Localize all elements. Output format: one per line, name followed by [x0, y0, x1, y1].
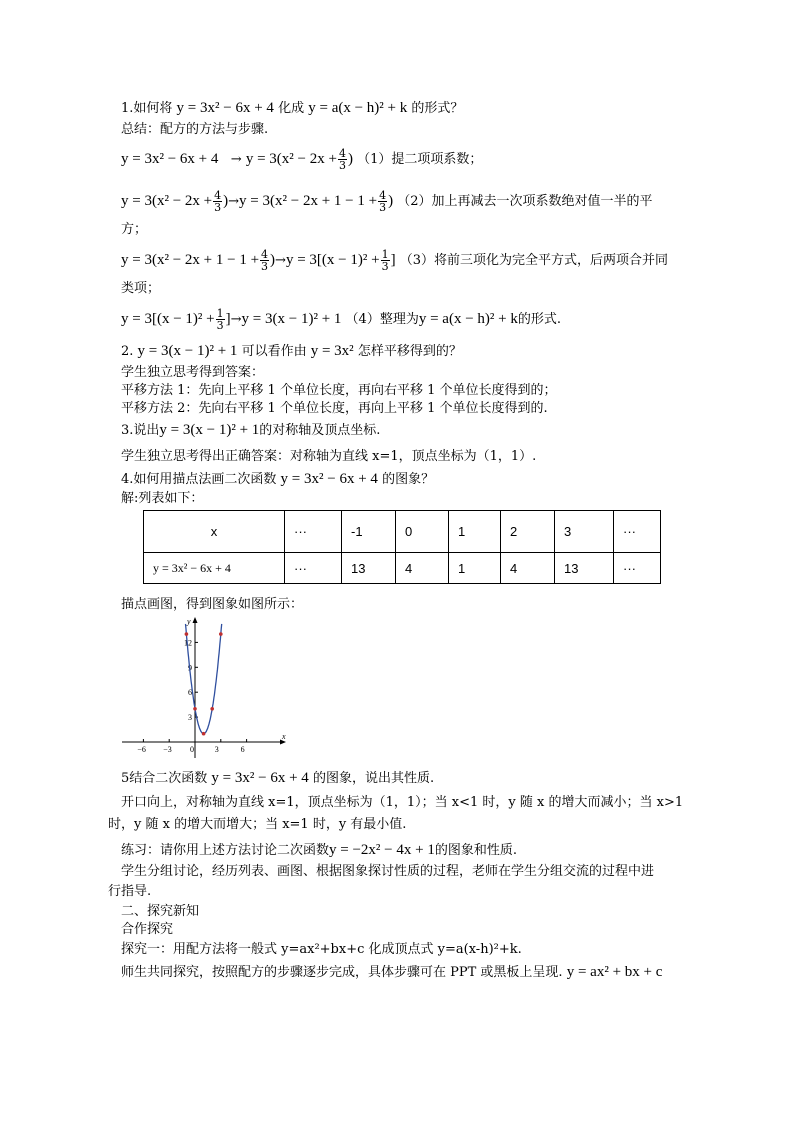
numerator: 4 [379, 189, 387, 202]
data-point [202, 732, 206, 736]
list-label: 解:列表如下： [121, 491, 204, 506]
formula: y = 3(x − 1)² + 1 [159, 422, 260, 438]
denominator: 3 [338, 159, 346, 172]
step-2-cont: 方； [121, 222, 148, 237]
text: 5结合二次函数 [121, 771, 208, 786]
discussion-1: 学生分组讨论，经历列表、画图、根据图象探讨性质的过程，老师在学生分组交流的过程中进 [121, 864, 655, 879]
formula: y = 3x² [310, 343, 354, 359]
table-row [144, 511, 661, 553]
question-4 [121, 470, 681, 489]
numerator: 4 [261, 248, 269, 261]
question-3 [121, 421, 681, 440]
y-tick-label: 12 [184, 638, 192, 648]
q3-answer: 学生独立思考得出正确答案：对称轴为直线 x=1，顶点坐标为（1，1）. [121, 449, 537, 464]
ticks [137, 638, 246, 754]
y-tick-label: 6 [188, 688, 192, 698]
x-tick-label: 0 [190, 745, 194, 754]
numerator: 1 [216, 307, 224, 320]
table-header-cell: 0 [396, 511, 449, 553]
parabola-chart [120, 615, 290, 760]
arrow: → [230, 152, 242, 167]
text: 的形式？ [411, 101, 464, 116]
method-1: 平移方法 1：先向上平移 1 个单位长度，再向右平移 1 个单位长度得到的； [121, 383, 557, 398]
question-2 [121, 342, 681, 361]
note: （3）将前三项化为完全平方式，后两项合并同 [399, 253, 668, 268]
discussion-2: 行指导. [108, 884, 152, 899]
text: 可以看作由 [241, 344, 307, 359]
numerator: 4 [214, 189, 222, 202]
x-tick-label: −6 [137, 745, 146, 754]
table-header-cell: 3 [555, 511, 614, 553]
step-1 [121, 148, 681, 171]
q5-answer-1: 开口向上，对称轴为直线 x=1，顶点坐标为（1，1）；当 x<1 时，y 随 x 的增大而减小；当 x>1 [121, 795, 684, 810]
table-cell: ··· [614, 553, 661, 584]
formula: y = 3(x² − 2x + [245, 151, 337, 167]
y-axis-arrow [193, 617, 198, 623]
formula: y = 3x² − 6x + 4 [211, 770, 309, 786]
fraction [338, 148, 347, 171]
arrow: → [228, 194, 240, 209]
y-tick-label: 3 [188, 713, 192, 723]
summary: 总结：配方的方法与步骤. [121, 122, 269, 137]
formula: y = ax² + bx + c [566, 964, 663, 980]
numerator: 1 [381, 248, 389, 261]
arrow: → [230, 312, 242, 327]
data-point [219, 632, 223, 636]
step-3 [121, 249, 681, 272]
text: 师生共同探究，按照配方的步骤逐步完成，具体步骤可在 PPT 或黑板上呈现. [121, 965, 563, 980]
table-header-cell: 1 [449, 511, 501, 553]
plot-caption: 描点画图，得到图象如图所示： [121, 597, 304, 612]
fraction [381, 249, 390, 272]
table-cell: 13 [555, 553, 614, 584]
table-row [144, 553, 661, 584]
formula: ] [225, 311, 231, 327]
table-header-cell: -1 [342, 511, 396, 553]
formula: ] [390, 252, 396, 268]
x-axis-label: x [282, 732, 286, 741]
note: （1）提二项项系数； [357, 152, 483, 167]
table-cell: 13 [342, 553, 396, 584]
section-2-heading: 二、探究新知 [121, 904, 200, 919]
formula: y = 3x² − 6x + 4 [176, 100, 274, 116]
coop-heading: 合作探究 [121, 922, 174, 937]
arrow: → [275, 253, 286, 268]
text: 2. [121, 344, 134, 359]
formula: y = 3x² − 6x + 4 [121, 151, 219, 167]
text: 3.说出 [121, 423, 160, 438]
step-4 [121, 308, 681, 331]
data-point [210, 707, 214, 711]
question-1 [121, 99, 681, 118]
note: 的形式. [517, 312, 561, 327]
x-tick-label: 6 [240, 745, 245, 754]
fraction [260, 249, 269, 272]
q5-answer-2: 时，y 随 x 的增大而增大；当 x=1 时，y 有最小值. [108, 817, 407, 832]
formula: y = −2x² − 4x + 1 [329, 842, 435, 858]
formula: y = a(x − h)² + k [308, 100, 408, 116]
formula: ) [347, 151, 353, 167]
denominator: 3 [381, 260, 389, 273]
formula: ) [223, 193, 229, 209]
text: 化成 [278, 101, 305, 116]
formula: y = 3(x² − 2x + 1 − 1 + [121, 252, 260, 268]
y-axis-label: y [187, 617, 191, 626]
q2-answer: 学生独立思考得到答案： [121, 365, 265, 380]
table-header-cell: ··· [285, 511, 342, 553]
formula: y = a(x − h)² + k [418, 311, 518, 327]
exercise [121, 841, 681, 860]
fraction [378, 190, 387, 213]
question-5 [121, 769, 681, 788]
formula: y = 3(x − 1)² + 1 [137, 343, 238, 359]
formula: y = 3[(x − 1)² + [285, 252, 380, 268]
note: （2）加上再减去一次项系数绝对值一半的平 [397, 194, 653, 209]
explore-1-desc [121, 963, 681, 982]
x-tick-label: 3 [214, 745, 219, 754]
table-cell: 4 [396, 553, 449, 584]
x-tick-label: −3 [163, 745, 172, 754]
method-2: 平移方法 2：先向右平移 1 个单位长度，再向上平移 1 个单位长度得到的. [121, 401, 548, 416]
fraction [213, 190, 222, 213]
table-row-label: y = 3x² − 6x + 4 [144, 553, 285, 584]
text: 的图象？ [382, 472, 435, 487]
denominator: 3 [379, 201, 387, 214]
value-table [143, 510, 661, 584]
table-header-cell: ··· [614, 511, 661, 553]
text: 1.如何将 [121, 101, 173, 116]
table-header-cell: 2 [501, 511, 555, 553]
formula: y = 3[(x − 1)² + [121, 311, 215, 327]
formula: y = 3(x − 1)² + 1 [241, 311, 342, 327]
formula: y = 3(x² − 2x + [121, 193, 213, 209]
formula: y = 3(x² − 2x + 1 − 1 + [239, 193, 378, 209]
fraction [216, 308, 225, 331]
denominator: 3 [214, 201, 222, 214]
text: 4.如何用描点法画二次函数 [121, 472, 277, 487]
y-tick-label: 9 [188, 663, 192, 673]
note: （4）整理为 [345, 312, 419, 327]
text: 的对称轴及顶点坐标. [259, 423, 381, 438]
formula: ) [388, 193, 394, 209]
formula: ) [270, 252, 276, 268]
formula: y = 3x² − 6x + 4 [280, 471, 378, 487]
step-2 [121, 190, 681, 213]
text: 练习：请你用上述方法讨论二次函数 [121, 843, 330, 858]
numerator: 4 [338, 147, 346, 160]
data-point [185, 632, 189, 636]
table-cell: ··· [285, 553, 342, 584]
step-3-cont: 类项； [121, 281, 161, 296]
table-header-cell: x [144, 511, 285, 553]
denominator: 3 [216, 319, 224, 332]
table-cell: 4 [501, 553, 555, 584]
text: 的图象，说出其性质. [312, 771, 435, 786]
table-cell: 1 [449, 553, 501, 584]
explore-1: 探究一：用配方法将一般式 y=ax²+bx+c 化成顶点式 y=a(x-h)²+k. [121, 942, 522, 957]
data-point [193, 707, 197, 711]
text: 的图象和性质. [434, 843, 517, 858]
text: 怎样平移得到的？ [357, 344, 462, 359]
denominator: 3 [261, 260, 269, 273]
